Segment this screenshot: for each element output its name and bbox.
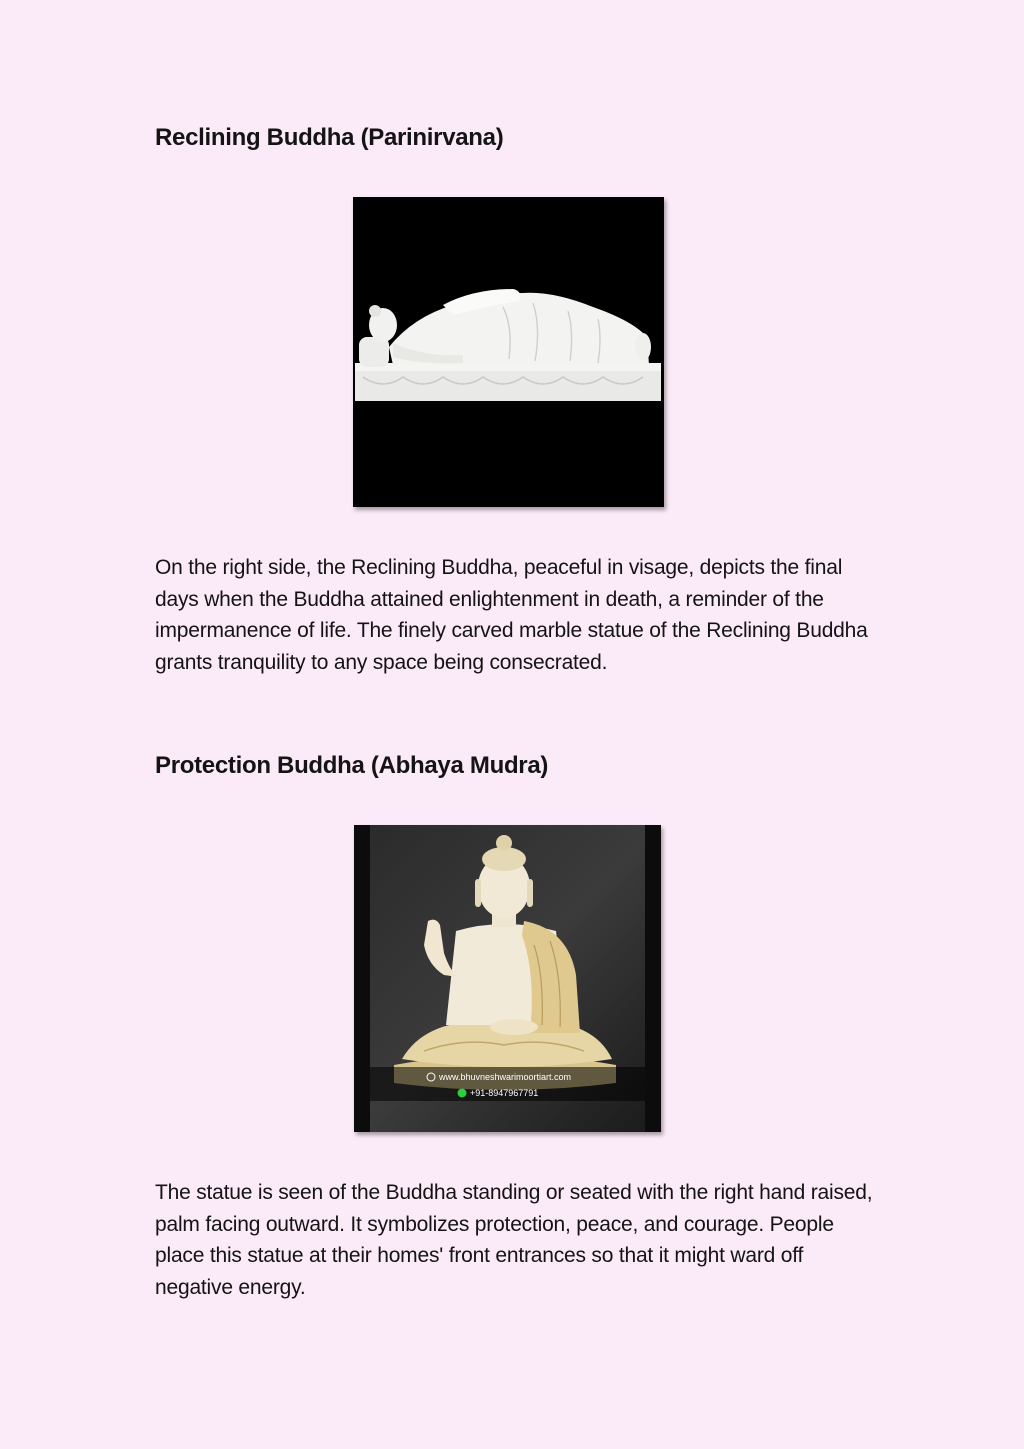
section-paragraph-reclining-buddha: On the right side, the Reclining Buddha, peaceful in visage, depicts the final days when the Buddha attained enlightenment in death, a reminder of the impermanence of life. The finely carved marble statue of the Reclining Buddha grants tranquility to any space being consecrated. [155, 556, 868, 674]
watermark-website: www.bhuvneshwarimoortiart.com [439, 1072, 572, 1082]
section-paragraph-protection-buddha: The statue is seen of the Buddha standing or seated with the right hand raised, palm facing outward. It symbolizes protection, peace, and courage. People place this statue at their homes' front entrances so that it might ward off negative energy. [155, 1181, 873, 1299]
protection-buddha-image [354, 825, 661, 1132]
section-heading-protection-buddha: Protection Buddha (Abhaya Mudra) [155, 752, 549, 779]
watermark-phone: +91-8947967791 [470, 1088, 539, 1098]
reclining-buddha-image [353, 197, 664, 507]
whatsapp-icon [458, 1089, 467, 1098]
reclining-buddha-illustration [353, 197, 664, 507]
section-heading-reclining-buddha: Reclining Buddha (Parinirvana) [155, 124, 504, 151]
protection-buddha-illustration [354, 825, 661, 1132]
